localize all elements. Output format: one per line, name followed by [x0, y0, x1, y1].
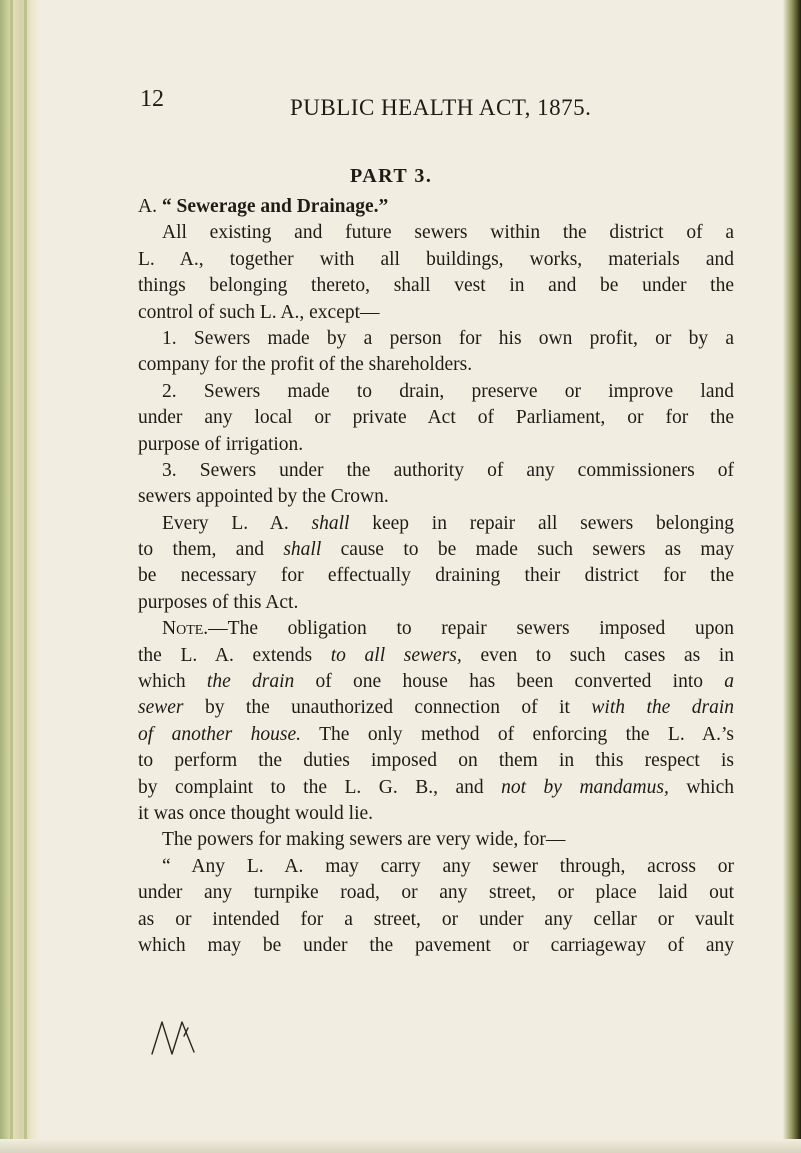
book-spine-shadow	[0, 0, 40, 1153]
italic-text: to all sewers,	[330, 644, 462, 666]
text-line: which may be under the pavement or carriageway of any	[138, 934, 734, 956]
part-heading: PART 3.	[350, 165, 433, 187]
text-line	[138, 643, 734, 669]
text-line: purpose of irrigation.	[138, 433, 304, 455]
text-line	[138, 511, 734, 537]
note-label: Note.	[162, 618, 209, 640]
note-line	[138, 616, 734, 642]
text-line: be necessary for effectually draining their district for the	[138, 565, 734, 587]
text-line	[138, 775, 734, 801]
text-line: under any turnpike road, or any street, or place laid out	[138, 882, 734, 904]
italic-text: not by mandamus,	[501, 776, 669, 798]
text-run: cause to be made such sewers as may	[340, 539, 734, 561]
italic-text: with the drain	[591, 697, 734, 719]
text-run: The only method of enforcing the L. A.’s	[319, 723, 734, 745]
text-line: control of such L. A., except—	[138, 301, 380, 323]
text-run: even to such cases as in	[480, 644, 735, 666]
text-run: to them, and	[138, 539, 264, 561]
text-line: it was once thought would lie.	[138, 802, 374, 824]
section-title: “ Sewerage and Drainage.”	[161, 196, 389, 217]
text-line: things belonging thereto, shall vest in and be under the	[138, 275, 734, 297]
text-line	[138, 537, 734, 563]
text-run: by complaint to the L. G. B., and	[138, 776, 484, 798]
section-letter: A.	[138, 196, 157, 217]
spine-line	[10, 0, 13, 1153]
italic-text: sewer	[138, 697, 184, 719]
text-run: which	[686, 776, 734, 798]
text-run: the L. A. extends	[138, 644, 313, 666]
page-bottom-shadow	[0, 1139, 801, 1153]
handwritten-mark-icon	[150, 1018, 206, 1056]
page-number: 12	[140, 86, 164, 112]
page-edge-shadow	[783, 0, 801, 1153]
text-line: sewers appointed by the Crown.	[138, 486, 389, 508]
text-run: Every L. A.	[162, 512, 289, 534]
italic-text: of another house.	[138, 723, 302, 745]
text-run: which	[138, 671, 186, 693]
text-line: purposes of this Act.	[138, 591, 299, 613]
text-run: of one house has been converted into	[315, 671, 703, 693]
text-line	[138, 695, 734, 721]
text-line: 2. Sewers made to drain, preserve or improve land	[162, 380, 734, 402]
text-line: company for the profit of the shareholders.	[138, 354, 473, 376]
section-heading-line	[138, 194, 734, 220]
text-run: keep in repair all sewers belonging	[372, 512, 734, 534]
running-title: PUBLIC HEALTH ACT, 1875.	[290, 95, 592, 120]
italic-text: the drain	[206, 671, 295, 693]
spine-line	[24, 0, 27, 1153]
italic-text: shall	[283, 539, 322, 561]
italic-text: shall	[311, 512, 350, 534]
text-line: L. A., together with all buildings, works, materials and	[138, 248, 734, 270]
text-line: 3. Sewers under the authority of any commissioners of	[162, 459, 734, 481]
page-body	[138, 194, 734, 959]
quote-line: “ Any L. A. may carry any sewer through, across or	[162, 855, 734, 877]
text-line: as or intended for a street, or under any cellar or vault	[138, 908, 734, 930]
text-line: The powers for making sewers are very wide, for—	[162, 829, 566, 851]
text-run: by the unauthorized connection of it	[204, 697, 570, 719]
text-line: to perform the duties imposed on them in this respect is	[138, 750, 734, 772]
text-line: All existing and future sewers within the district of a	[162, 222, 734, 244]
text-line: 1. Sewers made by a person for his own profit, or by a	[162, 327, 734, 349]
italic-text: a	[724, 671, 735, 693]
text-line: under any local or private Act of Parliament, or for the	[138, 407, 734, 429]
text-run: —The obligation to repair sewers imposed upon	[208, 618, 734, 640]
text-line	[138, 669, 734, 695]
text-line	[138, 722, 734, 748]
